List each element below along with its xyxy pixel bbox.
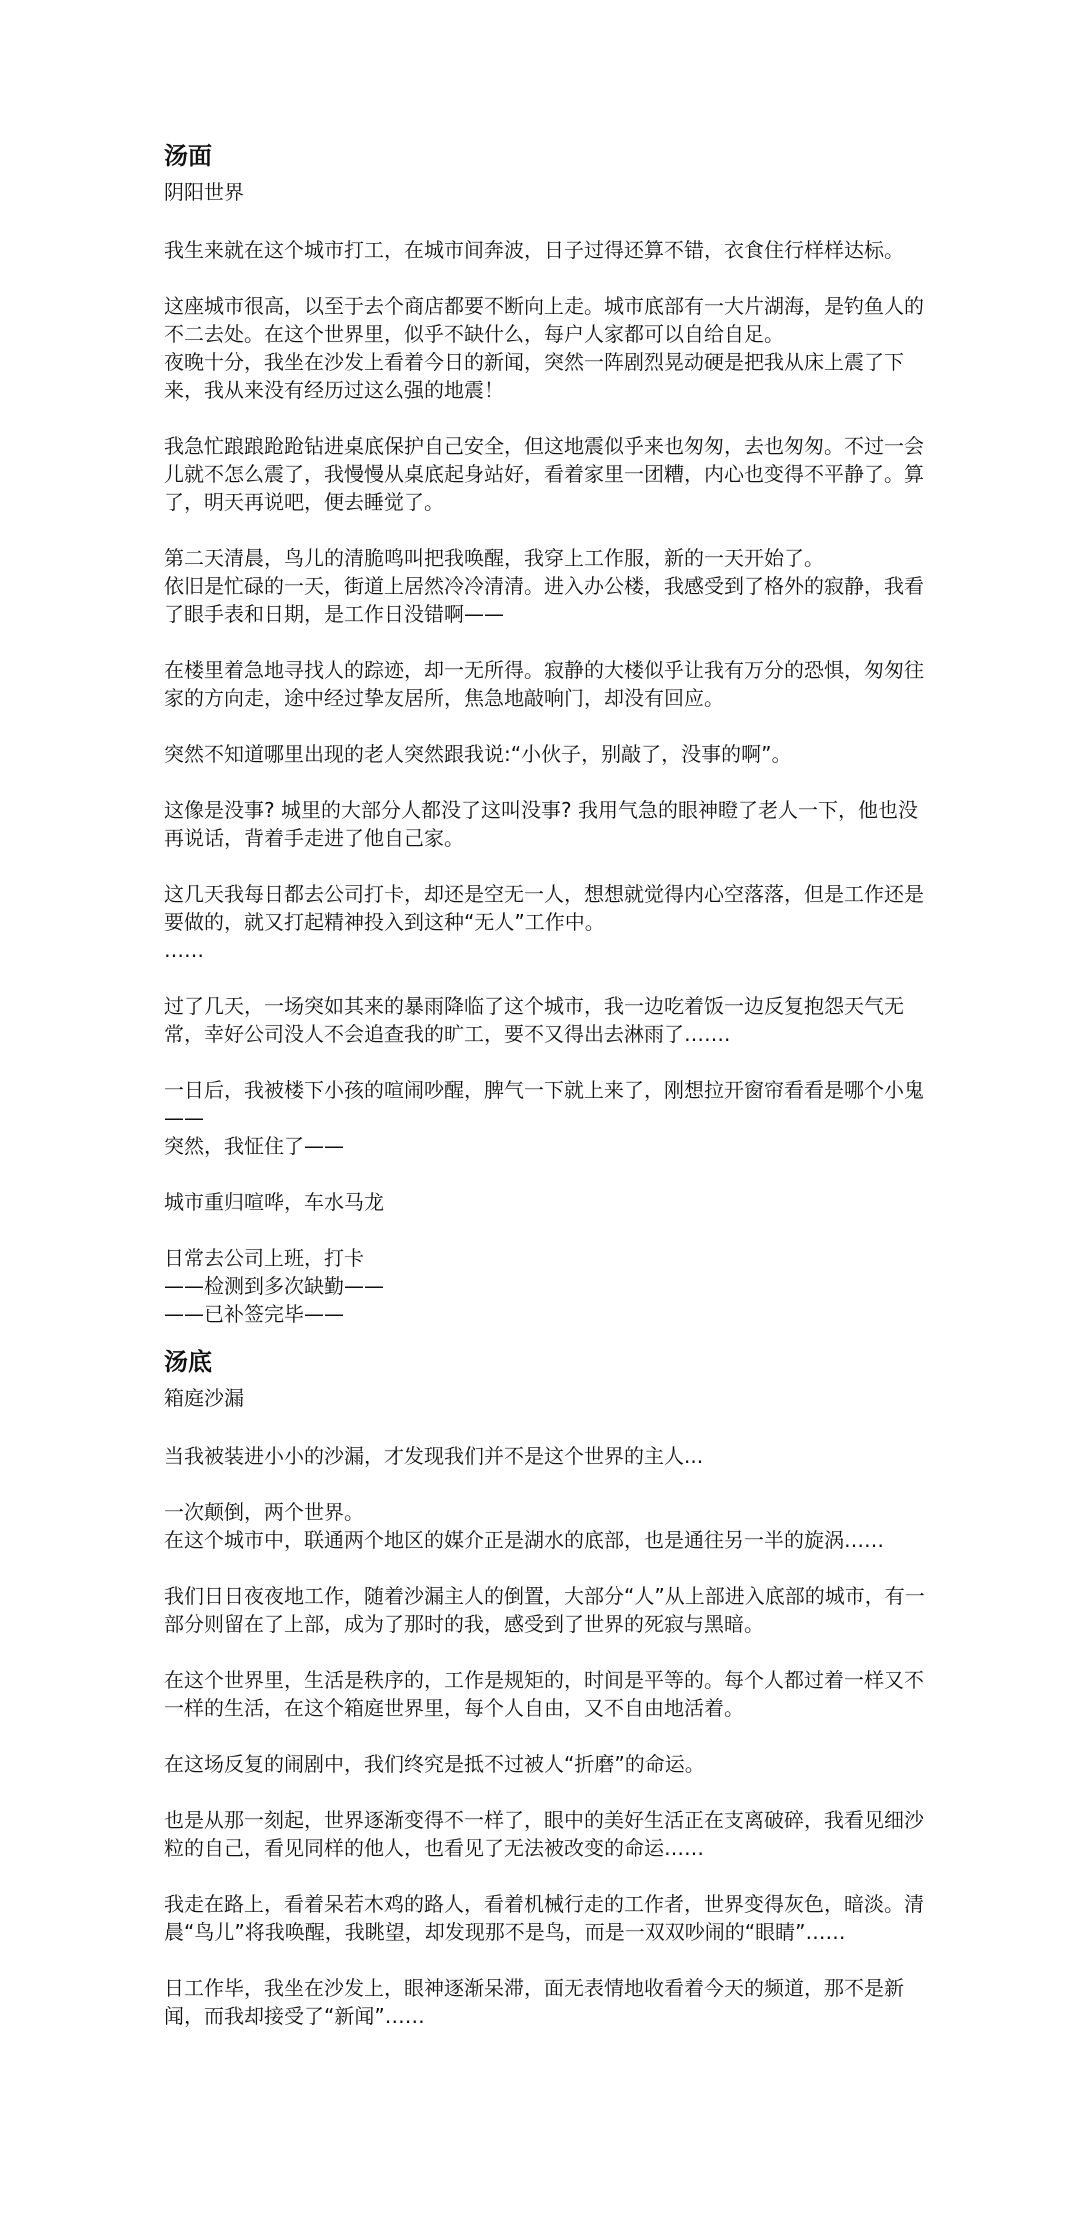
paragraph bbox=[164, 1188, 930, 1216]
section-subtitle: 箱庭沙漏 bbox=[164, 1386, 244, 1410]
paragraph-line: ——检测到多次缺勤—— bbox=[164, 1274, 384, 1298]
paragraph bbox=[164, 880, 930, 964]
paragraph-line: 在这场反复的闹剧中，我们终究是抵不过被人“折磨”的命运。 bbox=[164, 1752, 705, 1776]
paragraph-line: 日工作毕，我坐在沙发上，眼神逐渐呆滞，面无表情地收看着今天的频道，那不是新闻，而我却接受了“新闻”…… bbox=[164, 1976, 904, 2028]
paragraph-line: ——已补签完毕—— bbox=[164, 1302, 344, 1326]
paragraph-line: 突然，我怔住了—— bbox=[164, 1134, 344, 1158]
paragraph-line: 我生来就在这个城市打工，在城市间奔波，日子过得还算不错，衣食住行样样达标。 bbox=[164, 238, 904, 262]
paragraph bbox=[164, 1806, 930, 1862]
paragraph-line: 日常去公司上班，打卡 bbox=[164, 1246, 364, 1270]
paragraph-line: 第二天清晨，鸟儿的清脆鸣叫把我唤醒，我穿上工作服，新的一天开始了。 bbox=[164, 546, 824, 570]
paragraph-line: 这座城市很高，以至于去个商店都要不断向上走。城市底部有一大片湖海，是钓鱼人的不二去处。在这个世界里，似乎不缺什么，每户人家都可以自给自足。 bbox=[164, 294, 924, 346]
paragraph-line: 这像是没事? 城里的大部分人都没了这叫没事? 我用气急的眼神瞪了老人一下，他也没再说话，背着手走进了他自己家。 bbox=[164, 798, 918, 850]
paragraph-line: 我走在路上，看着呆若木鸡的路人，看着机械行走的工作者，世界变得灰色，暗淡。清晨“鸟儿”将我唤醒，我眺望，却发现那不是鸟，而是一双双吵闹的“眼睛”…… bbox=[164, 1892, 924, 1944]
paragraph bbox=[164, 236, 930, 264]
paragraph bbox=[164, 1890, 930, 1946]
paragraph bbox=[164, 796, 930, 852]
paragraph-line: 我急忙踉踉跄跄钻进桌底保护自己安全，但这地震似乎来也匆匆，去也匆匆。不过一会儿就不怎么震了，我慢慢从桌底起身站好，看着家里一团糟，内心也变得不平静了。算了，明天再说吧，便去睡觉了。 bbox=[164, 434, 924, 514]
paragraph bbox=[164, 292, 930, 404]
section-subtitle: 阴阳世界 bbox=[164, 180, 244, 204]
paragraph-line: 当我被装进小小的沙漏，才发现我们并不是这个世界的主人... bbox=[164, 1444, 704, 1468]
paragraph bbox=[164, 1498, 930, 1554]
paragraph-line: 过了几天，一场突如其来的暴雨降临了这个城市，我一边吃着饭一边反复抱怨天气无常，幸好公司没人不会追查我的旷工，要不又得出去淋雨了……. bbox=[164, 994, 904, 1046]
paragraph-line: 一次颠倒，两个世界。 bbox=[164, 1500, 364, 1524]
paragraph bbox=[164, 656, 930, 712]
paragraph-line: 在这个世界里，生活是秩序的，工作是规矩的，时间是平等的。每个人都过着一样又不一样的生活，在这个箱庭世界里，每个人自由，又不自由地活着。 bbox=[164, 1668, 924, 1720]
paragraph-line: 也是从那一刻起，世界逐渐变得不一样了，眼中的美好生活正在支离破碎，我看见细沙粒的自己，看见同样的他人，也看见了无法被改变的命运…… bbox=[164, 1808, 924, 1860]
paragraph-line: 依旧是忙碌的一天，街道上居然冷冷清清。进入办公楼，我感受到了格外的寂静，我看了眼手表和日期，是工作日没错啊—— bbox=[164, 574, 924, 626]
paragraph bbox=[164, 1666, 930, 1722]
paragraph-line: 这几天我每日都去公司打卡，却还是空无一人，想想就觉得内心空落落，但是工作还是要做的，就又打起精神投入到这种“无人”工作中。 bbox=[164, 882, 924, 934]
paragraph bbox=[164, 1244, 930, 1328]
paragraph bbox=[164, 1076, 930, 1160]
paragraph bbox=[164, 544, 930, 628]
paragraph bbox=[164, 432, 930, 516]
section-tangdi bbox=[164, 1342, 930, 2030]
paragraph-line: …… bbox=[164, 938, 204, 962]
section-title: 汤面 bbox=[164, 142, 212, 170]
section-title: 汤底 bbox=[164, 1348, 212, 1376]
paragraph-line: 城市重归喧哗，车水马龙 bbox=[164, 1190, 384, 1214]
paragraph-line: 一日后，我被楼下小孩的喧闹吵醒，脾气一下就上来了，刚想拉开窗帘看看是哪个小鬼—— bbox=[164, 1078, 924, 1130]
paragraph-line: 在楼里着急地寻找人的踪迹，却一无所得。寂静的大楼似乎让我有万分的恐惧，匆匆往家的方向走，途中经过挚友居所，焦急地敲响门，却没有回应。 bbox=[164, 658, 924, 710]
paragraph-line: 我们日日夜夜地工作，随着沙漏主人的倒置，大部分“人”从上部进入底部的城市，有一部分则留在了上部，成为了那时的我，感受到了世界的死寂与黑暗。 bbox=[164, 1584, 925, 1636]
paragraph-line: 夜晚十分，我坐在沙发上看着今日的新闻，突然一阵剧烈晃动硬是把我从床上震了下来，我从来没有经历过这么强的地震！ bbox=[164, 350, 904, 402]
paragraph bbox=[164, 740, 930, 768]
paragraph-line: 在这个城市中，联通两个地区的媒介正是湖水的底部，也是通往另一半的旋涡…… bbox=[164, 1528, 884, 1552]
paragraph-line: 突然不知道哪里出现的老人突然跟我说:“小伙子，别敲了，没事的啊”。 bbox=[164, 742, 792, 766]
paragraph bbox=[164, 1750, 930, 1778]
paragraph bbox=[164, 992, 930, 1048]
section-tangmian bbox=[164, 136, 930, 1328]
paragraph bbox=[164, 1974, 930, 2030]
paragraph bbox=[164, 1582, 930, 1638]
paragraph bbox=[164, 1442, 930, 1470]
